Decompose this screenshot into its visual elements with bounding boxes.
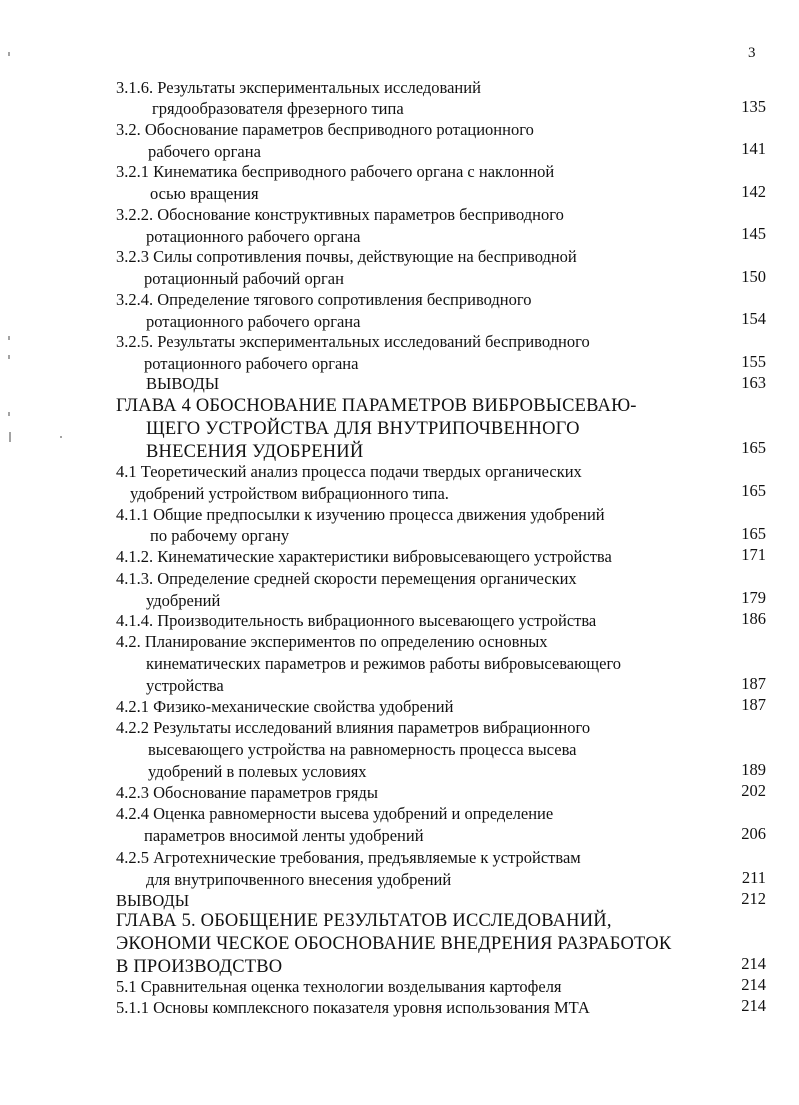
toc-page-number: 135 <box>741 97 766 116</box>
toc-entry-text: удобрений в полевых условиях <box>148 762 367 781</box>
toc-entry-text: 4.2.4 Оценка равномерности высева удобрений и определение <box>116 804 554 823</box>
toc-entry-text: 4.2.5 Агротехнические требования, предъявляемые к устройствам <box>116 848 581 867</box>
toc-page-number: 155 <box>741 352 766 371</box>
toc-page-number: 214 <box>741 975 766 994</box>
toc-entry-text: 4.2.2 Результаты исследований влияния параметров вибрационного <box>116 718 591 737</box>
toc-page-number: 150 <box>741 267 766 286</box>
toc-page-number: 212 <box>741 889 766 908</box>
toc-entry-text: удобрений устройством вибрационного типа. <box>130 484 449 503</box>
scan-speck <box>9 432 11 442</box>
toc-entry-text: 3.2.2. Обоснование конструктивных параметров бесприводного <box>116 205 564 224</box>
scan-speck <box>60 436 62 438</box>
chapter-heading: ЩЕГО УСТРОЙСТВА ДЛЯ ВНУТРИПОЧВЕННОГО <box>146 419 580 439</box>
toc-entry-text: грядообразователя фрезерного типа <box>152 99 404 118</box>
toc-entry-text: 3.2. Обоснование параметров бесприводного ротационного <box>116 120 534 139</box>
toc-page-number: 154 <box>741 309 766 328</box>
toc-entry-text: 4.1 Теоретический анализ процесса подачи твердых органических <box>116 462 582 481</box>
chapter-heading: В ПРОИЗВОДСТВО <box>116 957 283 977</box>
toc-entry-text: 4.2. Планирование экспериментов по определению основных <box>116 632 548 651</box>
toc-entry-text: для внутрипочвенного внесения удобрений <box>146 870 452 889</box>
toc-entry-text: ВЫВОДЫ <box>116 891 190 910</box>
toc-entry-text: 5.1 Сравнительная оценка технологии возделывания картофеля <box>116 977 562 996</box>
toc-page-number: 206 <box>741 824 766 843</box>
toc-entry-text: кинематических параметров и режимов работы вибровысевающего <box>146 654 622 673</box>
scan-speck <box>8 355 10 359</box>
toc-entry-text: ротационного рабочего органа <box>146 312 361 331</box>
scan-speck <box>8 336 10 340</box>
chapter-heading: ГЛАВА 4 ОБОСНОВАНИЕ ПАРАМЕТРОВ ВИБРОВЫСЕВАЮ- <box>116 396 637 416</box>
page-number: 3 <box>748 45 756 61</box>
toc-entry-text: параметров вносимой ленты удобрений <box>144 826 424 845</box>
toc-page-number: 214 <box>741 996 766 1015</box>
toc-page-number: 163 <box>741 373 766 392</box>
toc-page-number: 186 <box>741 609 766 628</box>
toc-entry-text: 4.1.4. Производительность вибрационного высевающего устройства <box>116 611 597 630</box>
toc-page-number: 165 <box>741 438 766 457</box>
toc-entry-text: ротационный рабочий орган <box>144 269 344 288</box>
toc-entry-text: удобрений <box>146 591 221 610</box>
toc-entry-text: 4.2.1 Физико-механические свойства удобрений <box>116 697 454 716</box>
toc-entry-text: 4.1.3. Определение средней скорости перемещения органических <box>116 569 577 588</box>
toc-page-number: 145 <box>741 224 766 243</box>
scan-speck <box>8 412 10 416</box>
toc-page-number: 171 <box>741 545 766 564</box>
toc-entry-text: 4.1.1 Общие предпосылки к изучению процесса движения удобрений <box>116 505 605 524</box>
toc-page-number: 165 <box>741 481 766 500</box>
toc-entry-text: ротационного рабочего органа <box>146 227 361 246</box>
toc-entry-text: устройства <box>146 676 224 695</box>
toc-entry-text: ВЫВОДЫ <box>146 374 220 393</box>
chapter-heading: ГЛАВА 5. ОБОБЩЕНИЕ РЕЗУЛЬТАТОВ ИССЛЕДОВАНИЙ, <box>116 911 612 931</box>
toc-page-number: 214 <box>741 954 766 973</box>
toc-entry-text: 5.1.1 Основы комплексного показателя уровня использования МТА <box>116 998 590 1017</box>
scan-speck <box>8 52 10 56</box>
toc-page-number: 187 <box>741 674 766 693</box>
toc-entry-text: 3.2.5. Результаты экспериментальных исследований бесприводного <box>116 332 590 351</box>
toc-page-number: 142 <box>741 182 766 201</box>
chapter-heading: ЭКОНОМИ ЧЕСКОЕ ОБОСНОВАНИЕ ВНЕДРЕНИЯ РАЗРАБОТОК <box>116 934 672 954</box>
toc-entry-text: по рабочему органу <box>150 526 290 545</box>
toc-entry-text: ротационного рабочего органа <box>144 354 359 373</box>
toc-page-number: 141 <box>741 139 766 158</box>
toc-entry-text: 3.2.3 Силы сопротивления почвы, действующие на бесприводной <box>116 247 577 266</box>
toc-entry-text: 3.2.4. Определение тягового сопротивления бесприводного <box>116 290 532 309</box>
toc-page-number: 189 <box>741 760 766 779</box>
toc-page-number: 165 <box>741 524 766 543</box>
toc-page-number: 179 <box>741 588 766 607</box>
toc-entry-text: 3.2.1 Кинематика бесприводного рабочего органа с наклонной <box>116 162 555 181</box>
toc-page-number: 187 <box>741 695 766 714</box>
toc-page-number: 202 <box>741 781 766 800</box>
toc-entry-text: высевающего устройства на равномерность процесса высева <box>148 740 577 759</box>
toc-entry-text: 4.1.2. Кинематические характеристики вибровысевающего устройства <box>116 547 612 566</box>
toc-entry-text: 3.1.6. Результаты экспериментальных исследований <box>116 78 481 97</box>
toc-entry-text: осью вращения <box>150 184 259 203</box>
toc-page-number: 211 <box>741 868 766 887</box>
chapter-heading: ВНЕСЕНИЯ УДОБРЕНИЙ <box>146 442 364 462</box>
toc-entry-text: рабочего органа <box>148 142 261 161</box>
toc-entry-text: 4.2.3 Обоснование параметров гряды <box>116 783 378 802</box>
